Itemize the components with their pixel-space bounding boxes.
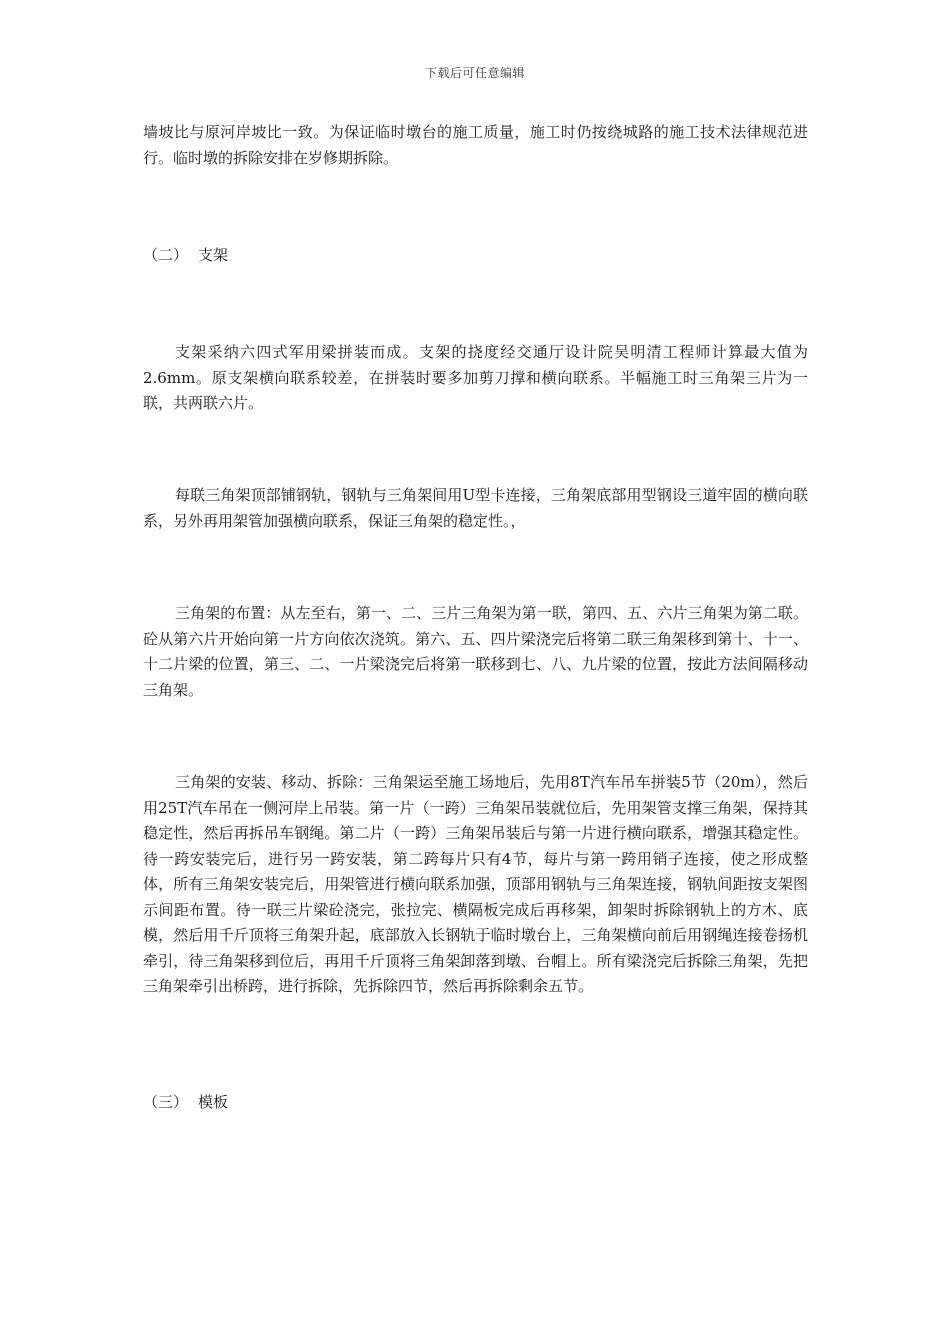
paragraph-install-move-dismantle: 三角架的安装、移动、拆除：三角架运至施工场地后，先用8T汽车吊车拼装5节（20m），然后用25T汽车吊在一侧河岸上吊装。第一片（一跨）三角架吊装就位后，先用架管支撑三角架，保持其稳定性，然后再拆吊车钢绳。第二片（一跨）三角架吊装后与第一片进行横向联系，增强其稳定性。待一跨安装完后，进行另一跨安装，第二跨每片只有4节，每片与第一跨用销子连接，使之形成整体，所有三角架安装完后，用架管进行横向联系加强，顶部用钢轨与三角架连接，钢轨间距按支架图示间距布置。待一联三片梁砼浇完，张拉完、横隔板完成后再移架，卸架时拆除钢轨上的方木、底模，然后用千斤顶将三角架升起，底部放入长钢轨于临时墩台上，三角架横向前后用钢绳连接卷扬机牵引，待三角架移到位后，再用千斤顶将三角架卸落到墩、台帽上。所有梁浇完后拆除三角架，先把三角架牵引出桥跨，进行拆除，先拆除四节，然后再拆除剩余五节。	[143, 773, 808, 995]
section-title: 支架	[198, 246, 229, 264]
page-header: 下载后可任意编辑	[424, 66, 525, 80]
section-heading-2	[143, 243, 228, 268]
section-number: （二）	[143, 246, 189, 264]
paragraph-rail-connection: 每联三角架顶部铺钢轨，钢轨与三角架间用U型卡连接，三角架底部用型钢设三道牢固的横向联系，另外再用架管加强横向联系，保证三角架的稳定性。，	[143, 486, 808, 530]
paragraph-continuation: 墙坡比与原河岸坡比一致。为保证临时墩台的施工质量，施工时仍按绕城路的施工技术法律规范进行。临时墩的拆除安排在岁修期拆除。	[143, 123, 808, 167]
paragraph-support-frame: 支架采纳六四式军用梁拼装而成。支架的挠度经交通厅设计院吴明清工程师计算最大值为2.6mm。原支架横向联系较差，在拼装时要多加剪刀撑和横向联系。半幅施工时三角架三片为一联，共两联六片。	[143, 343, 808, 412]
section-title: 模板	[198, 1093, 229, 1111]
section-number: （三）	[143, 1093, 189, 1111]
section-heading-3	[143, 1090, 228, 1115]
paragraph-tripod-layout: 三角架的布置：从左至右，第一、二、三片三角架为第一联，第四、五、六片三角架为第二联。砼从第六片开始向第一片方向依次浇筑。第六、五、四片梁浇完后将第二联三角架移到第十、十一、十二片梁的位置，第三、二、一片梁浇完后将第一联移到七、八、九片梁的位置，按此方法间隔移动三角架。	[143, 604, 808, 699]
